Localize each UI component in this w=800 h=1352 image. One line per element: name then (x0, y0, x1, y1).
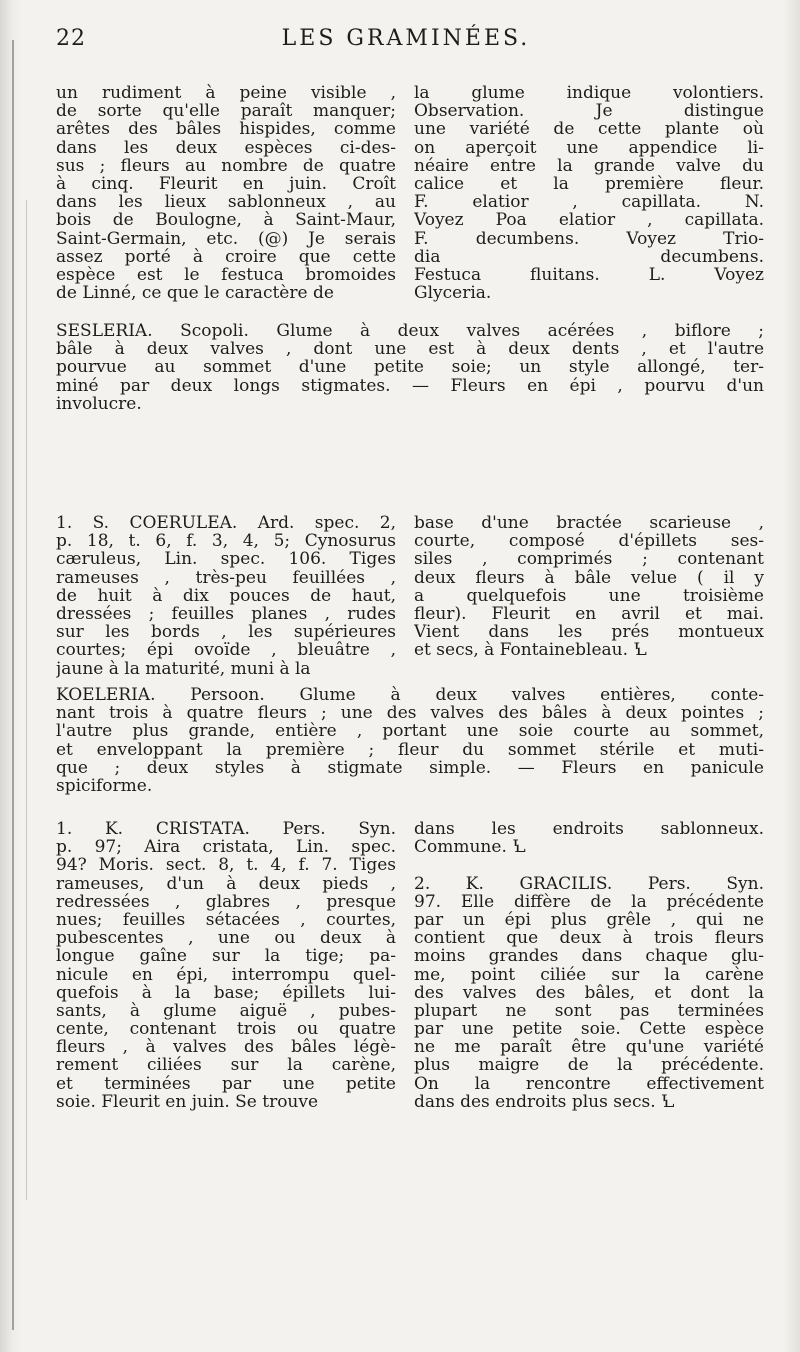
text-line: arêtes des bâles hispides, comme (56, 120, 396, 139)
text-line: et terminées par une petite (56, 1074, 396, 1093)
text-line: par un épi plus grêle , qui ne (414, 910, 764, 930)
text-line: jaune à la maturité, muni à la (56, 659, 311, 678)
text-line: un rudiment à peine visible , (56, 84, 396, 103)
text-line: à cinq. Fleurit en juin. Croît (56, 174, 396, 194)
text-line: pourvue au sommet d'une petite soie; un style allongé, ter- (56, 358, 764, 377)
text-line: miné par deux longs stigmates. — Fleurs en épi , pourvu d'un (56, 376, 764, 395)
text-line: 1. K. CRISTATA. Pers. Syn. (56, 820, 396, 839)
top-left-column (56, 84, 396, 302)
text-line: sants, à glume aiguë , pubes- (56, 1001, 396, 1021)
text-line: F. decumbens. Voyez Trio- (414, 229, 764, 248)
binding-edge (12, 40, 14, 1330)
text-line: 94? Moris. sect. 8, t. 4, f. 7. Tiges (56, 856, 396, 875)
text-line: et secs, à Fontainebleau. Ꝇ (414, 641, 647, 660)
text-line: quefois à la base; épillets lui- (56, 983, 396, 1002)
text-line: dressées ; feuilles planes , rudes (56, 604, 396, 624)
text-line: soie. Fleurit en juin. Se trouve (56, 1092, 319, 1111)
text-line: Glyceria. (414, 284, 492, 303)
text-line: bâle à deux valves , dont une est à deux dents , et l'autre (56, 340, 764, 359)
running-title: LES GRAMINÉES. (281, 26, 531, 51)
text-line: nues; feuilles sétacées , courtes, (56, 910, 396, 930)
text-line: courtes; épi ovoïde , bleuâtre , (56, 641, 396, 660)
text-line: des valves des bâles, et dont la (414, 983, 764, 1002)
text-line: On la rencontre effectivement (414, 1074, 764, 1093)
text-line: siles , comprimés ; contenant (414, 550, 764, 569)
text-line: par une petite soie. Cette espèce (414, 1020, 764, 1039)
text-line: dans les lieux sablonneux , au (56, 193, 396, 212)
text-line: bois de Boulogne, à Saint-Maur, (56, 211, 396, 230)
text-line: rameuses , très-peu feuillées , (56, 568, 396, 587)
text-line: 97. Elle diffère de la précédente (414, 892, 764, 911)
text-line: courte, composé d'épillets ses- (414, 532, 764, 551)
genus-sesleria-paragraph (56, 322, 764, 413)
genus-koeleria-paragraph (56, 686, 764, 795)
text-line: pubescentes , une ou deux à (56, 929, 396, 948)
species-s-coerulea-right (414, 514, 764, 660)
text-line: Observation. Je distingue (414, 102, 764, 121)
text-line: contient que deux à trois fleurs (414, 929, 764, 948)
text-line: deux fleurs à bâle velue ( il y (414, 568, 764, 587)
text-line: redressées , glabres , presque (56, 892, 396, 911)
text-line: assez porté à croire que cette (56, 247, 396, 266)
text-line: 2. K. GRACILIS. Pers. Syn. (414, 874, 764, 893)
text-line: nant trois à quatre fleurs ; une des valves des bâles à deux pointes ; (56, 704, 764, 723)
text-line: Commune. Ꝇ (414, 838, 526, 857)
text-line: involucre. (56, 394, 142, 413)
text-line: p. 18, t. 6, f. 3, 4, 5; Cynosurus (56, 532, 396, 551)
text-line: on aperçoit une appendice li- (414, 138, 764, 157)
text-line: plupart ne sont pas terminées (414, 1001, 764, 1021)
text-line: longue gaîne sur la tige; pa- (56, 947, 396, 966)
text-line: sur les bords , les supérieures (56, 623, 396, 642)
text-line: que ; deux styles à stigmate simple. — Fleurs en panicule (56, 758, 764, 777)
text-line: Voyez Poa elatior , capillata. (414, 211, 764, 230)
text-line: de sorte qu'elle paraît manquer; (56, 102, 396, 121)
text-line: Saint-Germain, etc. (@) Je serais (56, 229, 396, 248)
text-line: SESLERIA. Scopoli. Glume à deux valves acérées , biflore ; (56, 322, 764, 341)
text-line: dans les deux espèces ci-des- (56, 138, 396, 157)
page-header (56, 18, 756, 58)
text-line: rameuses, d'un à deux pieds , (56, 874, 396, 893)
text-line: dans les endroits sablonneux. (414, 820, 764, 839)
text-line: base d'une bractée scarieuse , (414, 514, 764, 533)
text-line: la glume indique volontiers. (414, 84, 764, 103)
text-line: espèce est le festuca bromoides (56, 265, 396, 285)
text-line: F. elatior , capillata. N. (414, 193, 764, 212)
text-line: et enveloppant la première ; fleur du sommet stérile et muti- (56, 740, 764, 759)
binding-edge-inner (26, 200, 27, 1200)
text-line: plus maigre de la précédente. (414, 1056, 764, 1075)
text-line: spiciforme. (56, 776, 153, 796)
text-line: 1. S. COERULEA. Ard. spec. 2, (56, 514, 396, 533)
text-line: cente, contenant trois ou quatre (56, 1020, 396, 1039)
species-k-gracilis-right (414, 820, 764, 1111)
text-line: de huit à dix pouces de haut, (56, 586, 396, 605)
page-gutter-shadow (0, 0, 22, 1352)
text-line: de Linné, ce que le caractère de (56, 284, 334, 303)
text-line: dans des endroits plus secs. Ꝇ (414, 1092, 675, 1111)
text-line: sus ; fleurs au nombre de quatre (56, 156, 396, 175)
text-line: néaire entre la grande valve du (414, 156, 764, 175)
species-s-coerulea-left (56, 514, 396, 678)
top-right-column (414, 84, 764, 302)
text-line: rement ciliées sur la carène, (56, 1056, 396, 1075)
text-line: me, point ciliée sur la carène (414, 965, 764, 984)
text-line: a quelquefois une troisième (414, 586, 764, 605)
text-line: nicule en épi, interrompu quel- (56, 965, 396, 984)
page-number: 22 (56, 26, 86, 51)
text-line: une variété de cette plante où (414, 120, 764, 139)
text-line (414, 856, 764, 874)
text-line: dia decumbens. (414, 247, 764, 266)
species-k-cristata-left (56, 820, 396, 1111)
page-right-edge (784, 0, 800, 1352)
text-line: moins grandes dans chaque glu- (414, 947, 764, 966)
text-line: Festuca fluitans. L. Voyez (414, 265, 764, 285)
text-line: ne me paraît être qu'une variété (414, 1038, 764, 1057)
text-line: Vient dans les prés montueux (414, 623, 764, 642)
text-line: fleurs , à valves des bâles légè- (56, 1038, 396, 1057)
text-line: l'autre plus grande, entière , portant une soie courte au sommet, (56, 722, 764, 741)
text-line: p. 97; Aira cristata, Lin. spec. (56, 838, 396, 857)
text-line: KOELERIA. Persoon. Glume à deux valves entières, conte- (56, 686, 764, 705)
text-line: fleur). Fleurit en avril et mai. (414, 604, 764, 624)
text-line: calice et la première fleur. (414, 174, 764, 194)
text-line: cæruleus, Lin. spec. 106. Tiges (56, 550, 396, 569)
